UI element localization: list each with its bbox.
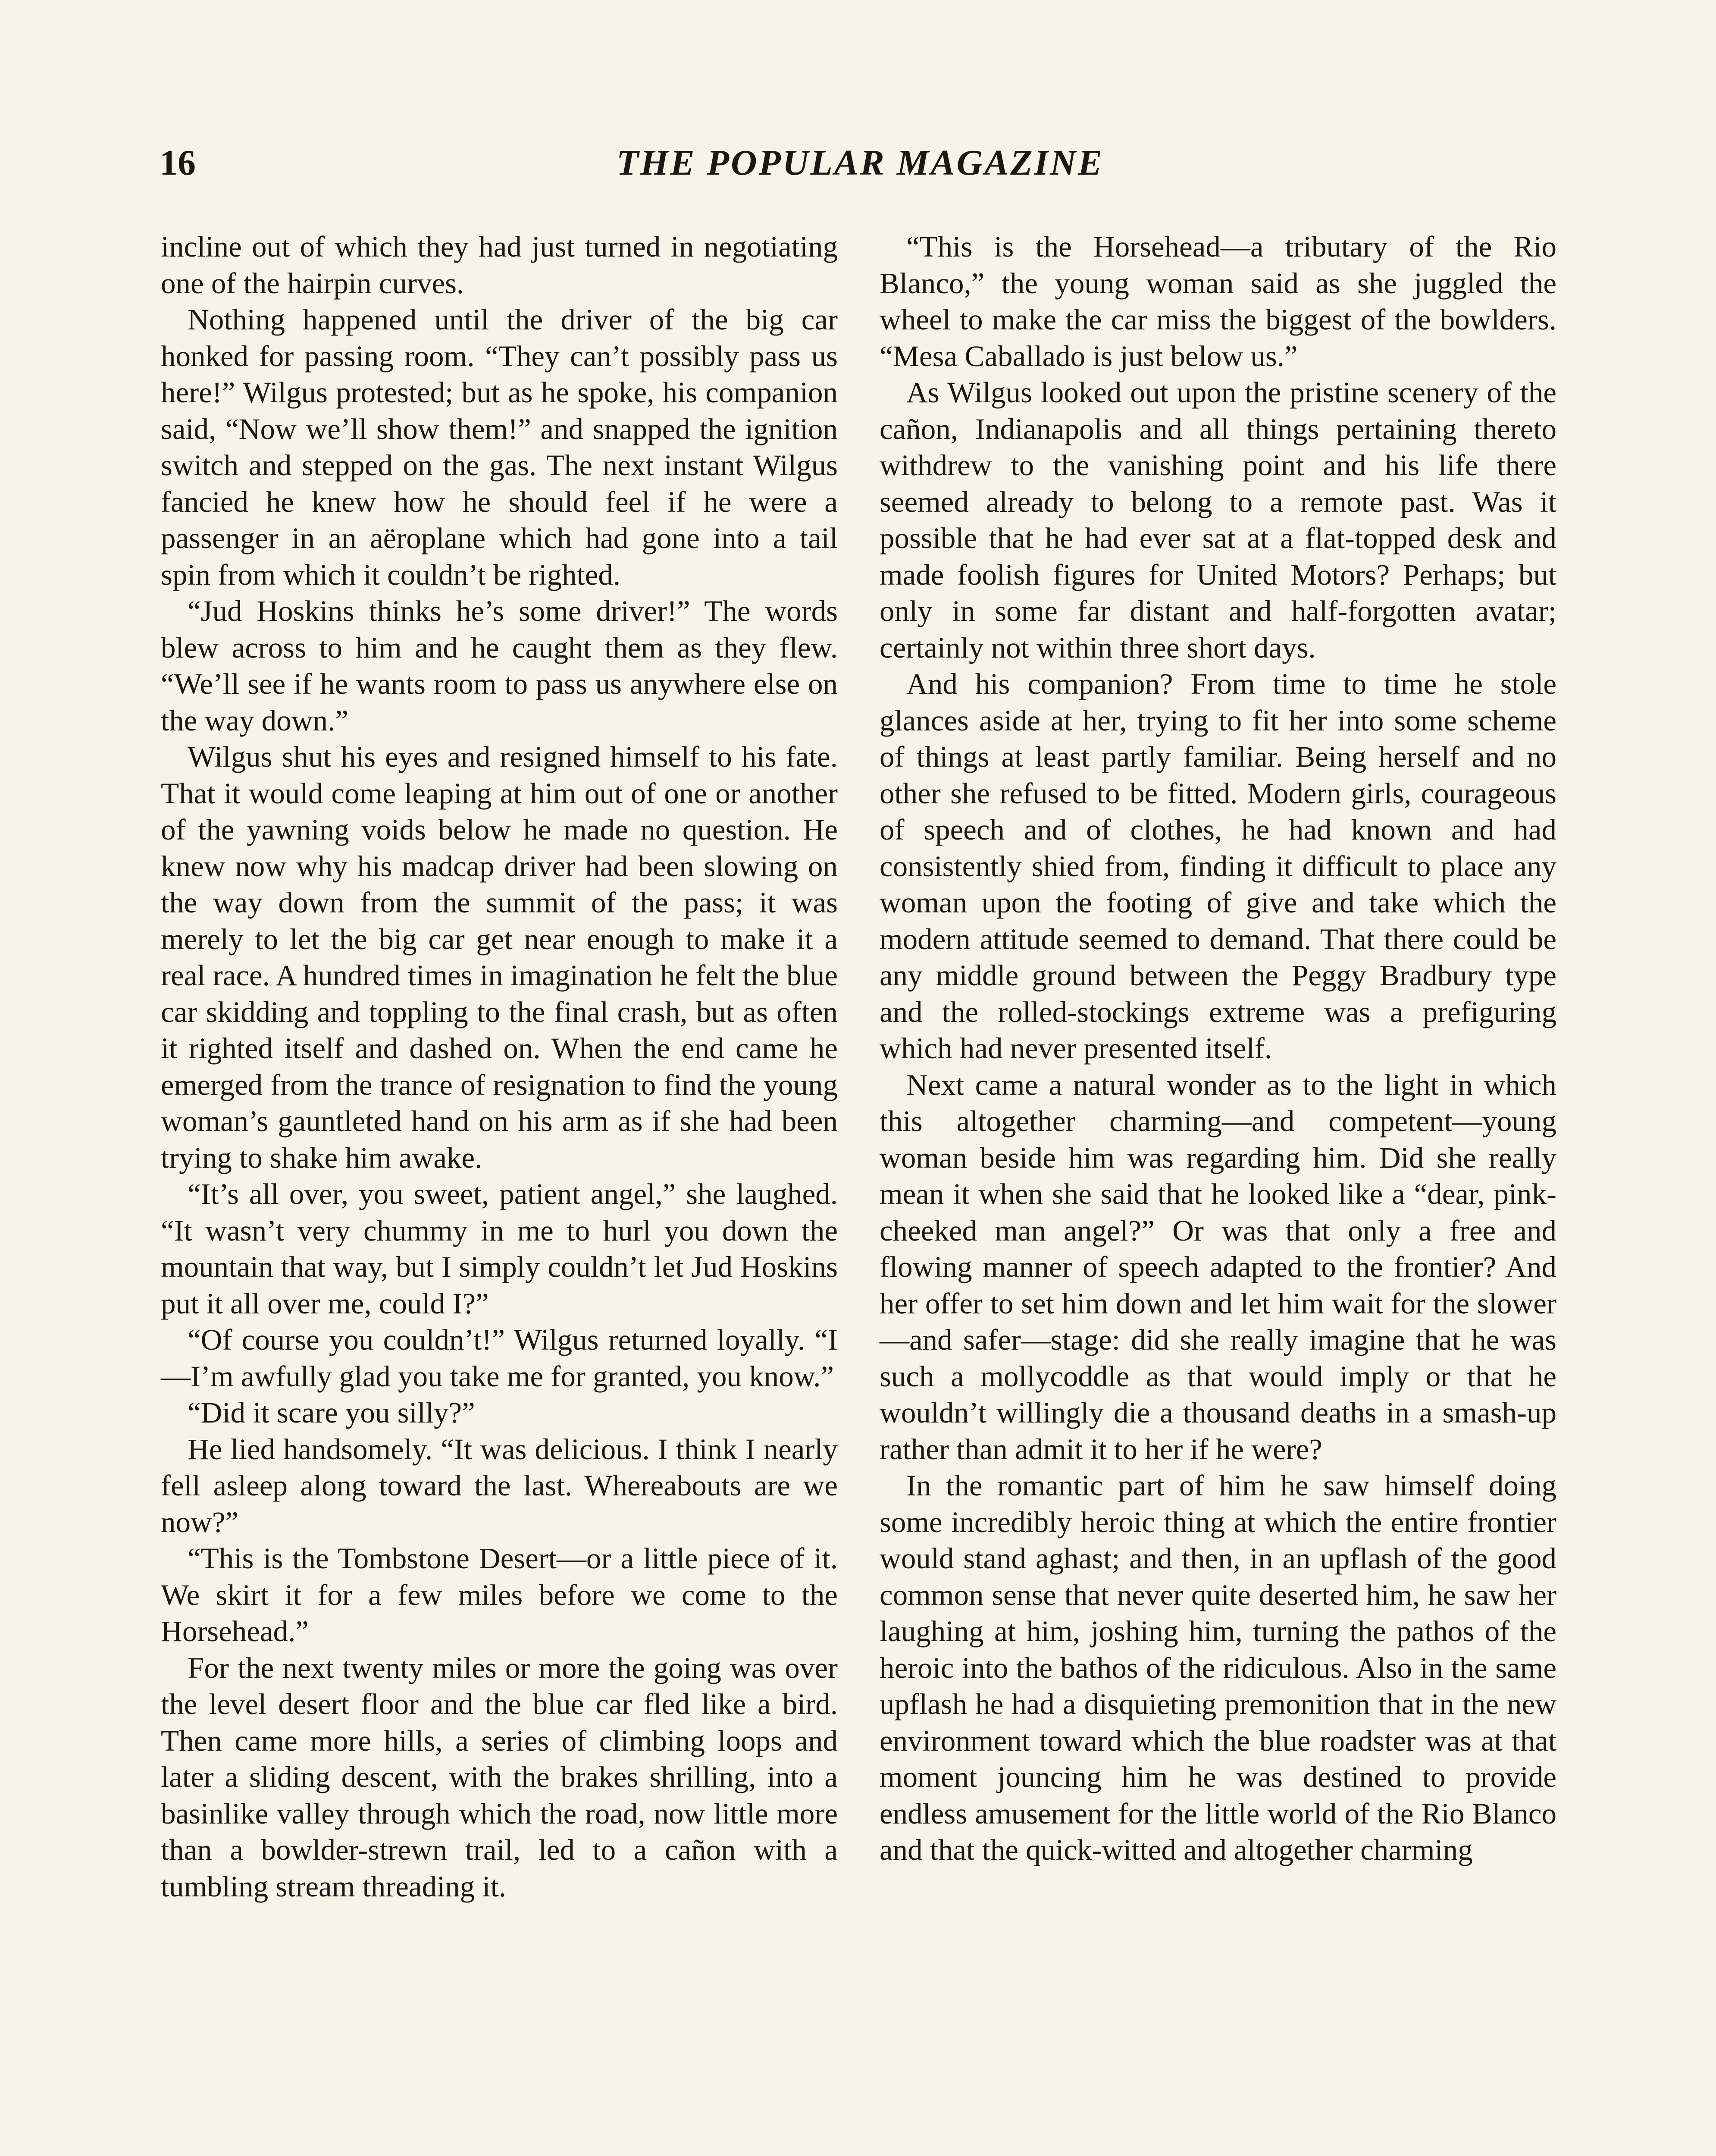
paragraph: And his companion? From time to time he stole glances aside at her, trying to fit her into some scheme of things at least partly familiar. Being herself and no other she refused to be fitted. Modern girls, courageous of speech and of clothes, he had known and had consistently shied from, finding it difficult to place any woman upon the footing of give and take which the modern attitude seemed to demand. That there could be any middle ground between the Peggy Bradbury type and the rolled-stockings extreme was a prefiguring which had never presented itself. bbox=[880, 667, 1556, 1065]
paragraph: As Wilgus looked out upon the pristine scenery of the cañon, Indianapolis and all things pertaining thereto withdrew to the vanishing point and his life there seemed already to belong to a remote past. Was it possible that he had ever sat at a flat-topped desk and made foolish figures for United Motors? Perhaps; but only in some far distant and half-forgotten avatar; certainly not within three short days. bbox=[880, 376, 1556, 664]
paragraph: “Jud Hoskins thinks he’s some driver!” The words blew across to him and he caught them as they flew. “We’ll see if he wants room to pass us anywhere else on the way down.” bbox=[161, 595, 838, 737]
paragraph: He lied handsomely. “It was delicious. I think I nearly fell asleep along toward the last. Whereabouts are we now?” bbox=[161, 1432, 838, 1539]
paragraph: “It’s all over, you sweet, patient angel,” she laughed. “It wasn’t very chummy in me to hurl you down the mountain that way, but I simply couldn’t let Jud Hoskins put it all over me, could I?” bbox=[161, 1178, 838, 1320]
paragraph: “Did it scare you silly?” bbox=[188, 1396, 475, 1429]
paragraph: “This is the Tombstone Desert—or a little piece of it. We skirt it for a few miles before we come to the Horsehead.” bbox=[161, 1542, 838, 1648]
page-header bbox=[160, 137, 1561, 189]
paragraph: incline out of which they had just turned in negotiating one of the hairpin curves. bbox=[161, 230, 838, 300]
left-column bbox=[161, 229, 838, 1905]
paragraph: Wilgus shut his eyes and resigned himself to his fate. That it would come leaping at him out of one or another of the yawning voids below he made no question. He knew now why his madcap driver had been slowing on the way down from the summit of the pass; it was merely to let the big car get near enough to make it a real race. A hundred times in imagination he felt the blue car skidding and toppling to the final crash, but as often it righted itself and dashed on. When the end came he emerged from the trance of resignation to find the young woman’s gauntleted hand on his arm as if she had been trying to shake him awake. bbox=[161, 740, 838, 1174]
right-column bbox=[880, 229, 1556, 1868]
paragraph: “This is the Horsehead—a tributary of the Rio Blanco,” the young woman said as she juggled the wheel to make the car miss the biggest of the bowlders. “Mesa Caballado is just below us.” bbox=[880, 230, 1556, 373]
paragraph: Nothing happened until the driver of the big car honked for passing room. “They can’t possibly pass us here!” Wilgus protested; but as he spoke, his companion said, “Now we’ll show them!” and snapped the ignition switch and stepped on the gas. The next instant Wilgus fancied he knew how he should feel if he were a passenger in an aëroplane which had gone into a tail spin from which it couldn’t be righted. bbox=[161, 303, 838, 591]
running-title: THE POPULAR MAGAZINE bbox=[616, 143, 1104, 183]
page-number: 16 bbox=[160, 143, 196, 183]
paragraph: Next came a natural wonder as to the light in which this altogether charming—and competent—young woman beside him was regarding him. Did she really mean it when she said that he looked like a “dear, pink-cheeked man angel?” Or was that only a free and flowing manner of speech adapted to the frontier? And her offer to set him down and let him wait for the slower—and safer—stage: did she really imagine that he was such a mollycoddle as that would imply or that he wouldn’t willingly die a thousand deaths in a smash-up rather than admit it to her if he were? bbox=[880, 1068, 1556, 1466]
paragraph: “Of course you couldn’t!” Wilgus returned loyally. “I—I’m awfully glad you take me for granted, you know.” bbox=[161, 1323, 838, 1393]
paragraph: In the romantic part of him he saw himself doing some incredibly heroic thing at which the entire frontier would stand aghast; and then, in an upflash of the good common sense that never quite deserted him, he saw her laughing at him, joshing him, turning the pathos of the heroic into the bathos of the ridiculous. Also in the same upflash he had a disquieting premonition that in the new environment toward which the blue roadster was at that moment jouncing him he was destined to provide endless amusement for the little world of the Rio Blanco and that the quick-witted and altogether charming bbox=[880, 1469, 1556, 1866]
paragraph: For the next twenty miles or more the going was over the level desert floor and the blue car fled like a bird. Then came more hills, a series of climbing loops and later a sliding descent, with the brakes shrilling, into a basinlike valley through which the road, now little more than a bowlder-strewn trail, led to a cañon with a tumbling stream threading it. bbox=[161, 1651, 838, 1903]
